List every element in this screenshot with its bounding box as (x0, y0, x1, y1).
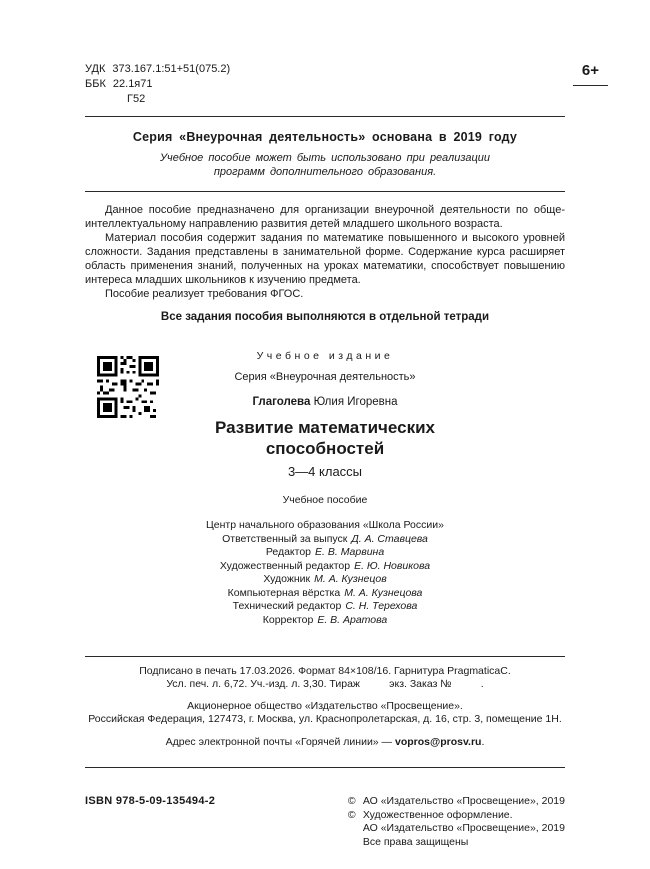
divider (85, 767, 565, 768)
bibliographic-codes (85, 62, 565, 107)
print-data-line1: Подписано в печать 17.03.2026. Формат 84×108/16. Гарнитура PragmaticaC. (139, 665, 511, 677)
copyright-mark (348, 836, 363, 850)
credit-line (85, 519, 565, 533)
udk-code: УДК 373.167.1:51+51(075.2) (85, 63, 231, 75)
credit-name: Е. В. Марвина (315, 546, 385, 558)
age-rating-badge: 6+ (573, 62, 608, 86)
hotline-email-prefix: Адрес электронной почты «Горячей линии» — (165, 736, 395, 748)
credit-role: Технический редактор (232, 600, 342, 612)
series-banner-subtitle-line1: Учебное пособие может быть использовано при реализации (159, 152, 491, 164)
grades-label: 3—4 классы (287, 464, 363, 479)
hotline-email-line (85, 736, 565, 748)
divider (85, 656, 565, 657)
credit-name: С. Н. Терехова (345, 600, 418, 612)
credit-role: Художник (263, 573, 311, 585)
credit-role: Редактор (265, 546, 312, 558)
annotation-paragraph-2: Материал пособия содержит задания по математике повышенного и высокого уровней сложности. Задания представлены в занимательной форме. Содержание курса расширяет область применения знаний, полученных на уроках математики, способствует повышению интереса младших школьников к изучению предмета. (85, 232, 565, 286)
credit-name: М. А. Кузнецов (314, 573, 387, 585)
series-banner-title: Серия «Внеурочная деятельность» основана в 2019 году (132, 130, 518, 144)
hotline-email-address: vopros@prosv.ru (394, 736, 482, 748)
copyright-mark: © (347, 808, 356, 821)
edition-kind: Учебное издание (256, 350, 394, 362)
credit-line (85, 614, 565, 628)
print-data-line2: Усл. печ. л. 6,72. Уч.-изд. л. 3,30. Тираж экз. Заказ № . (166, 678, 484, 690)
book-title (85, 417, 565, 459)
credit-line (85, 533, 565, 547)
copyright-text: Все права защищены (362, 835, 469, 848)
edition-type: Учебное пособие (282, 494, 368, 506)
copyright-mark (348, 822, 363, 836)
credit-line (85, 600, 565, 614)
annotation (85, 203, 565, 301)
credit-role: Художественный редактор (219, 559, 351, 572)
copyright-line (348, 795, 565, 809)
book-title-line1: Развитие математических (215, 418, 435, 437)
publisher-address: Российская Федерация, 127473, г. Москва, ул. Краснопролетарская, д. 16, стр. 3, помещение 1Н. (88, 713, 562, 725)
series-banner-subtitle-line2: программ дополнительного образования. (213, 166, 437, 178)
copyright-text: Художественное оформление. (362, 808, 513, 821)
copyright-mark: © (347, 795, 356, 807)
credit-role: Корректор (262, 613, 314, 626)
credit-line (85, 573, 565, 587)
series-banner-subtitle (85, 151, 565, 179)
credit-name: Е. В. Аратова (317, 613, 388, 626)
divider (85, 116, 565, 117)
copyright-block (348, 795, 565, 849)
divider (85, 191, 565, 192)
edition-series: Серия «Внеурочная деятельность» (234, 371, 416, 383)
annotation-paragraph-3: Пособие реализует требования ФГОС. (105, 288, 304, 300)
credit-role: Центр начального образования «Школа России» (206, 519, 444, 531)
credit-line (85, 587, 565, 601)
credit-name: Д. А. Ставцева (351, 532, 428, 545)
copyright-line (348, 836, 565, 850)
copyright-text: АО «Издательство «Просвещение», 2019 (362, 795, 565, 807)
credit-role: Компьютерная вёрстка (227, 586, 341, 599)
series-banner (85, 130, 565, 179)
credit-line (85, 546, 565, 560)
credits-list (85, 519, 565, 627)
notebook-note: Все задания пособия выполняются в отдельной тетради (160, 311, 490, 323)
annotation-paragraph-1: Данное пособие предназначено для организации внеурочной деятельности по обще-интеллектуальному направлению развития детей младшего школьного возраста. (85, 204, 565, 230)
credit-name: М. А. Кузнецова (344, 586, 423, 599)
publisher-name: Акционерное общество «Издательство «Просвещение». (187, 700, 463, 712)
publisher-info (85, 700, 565, 726)
author-sign-code: Г52 (127, 93, 146, 105)
author-firstname: Юлия Игоревна (313, 396, 398, 408)
credit-line (85, 560, 565, 574)
print-data (85, 665, 565, 691)
qr-code (97, 356, 159, 418)
page-footer (85, 795, 565, 849)
isbn: ISBN 978-5-09-135494-2 (85, 795, 216, 807)
author-lastname: Глаголева (252, 396, 311, 408)
hotline-email-suffix: . (481, 736, 485, 748)
bbk-code: ББК 22.1я71 (85, 78, 153, 90)
book-title-line2: способностей (265, 439, 385, 458)
copyright-text: АО «Издательство «Просвещение», 2019 (362, 822, 565, 834)
edition-block (85, 350, 565, 627)
copyright-line (348, 822, 565, 836)
credit-name: Е. Ю. Новикова (354, 559, 431, 572)
credit-role: Ответственный за выпуск (222, 532, 348, 545)
copyright-line (348, 809, 565, 823)
